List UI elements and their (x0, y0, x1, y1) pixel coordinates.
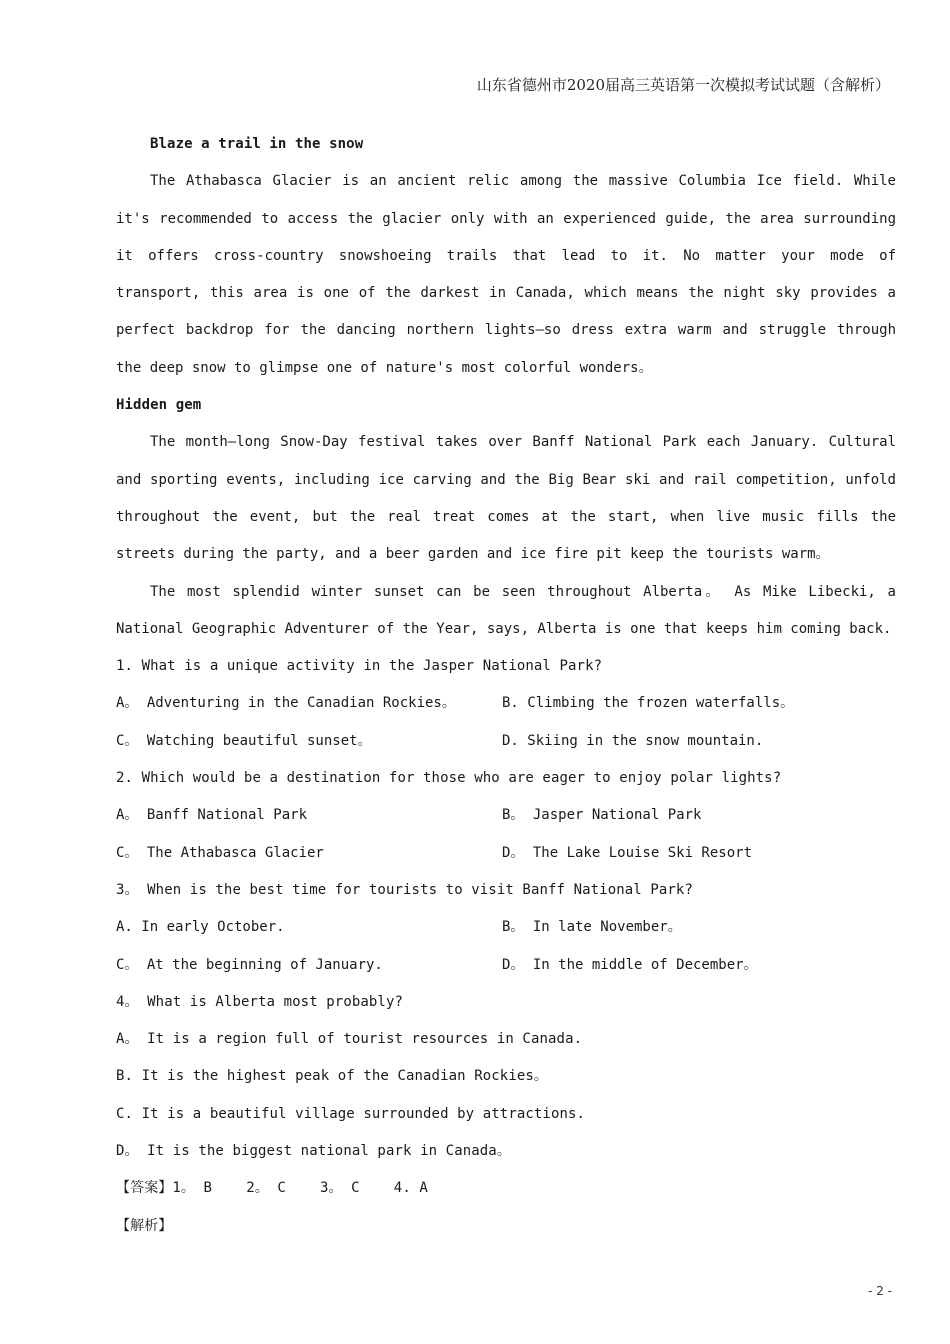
option-b: B。 In late November。 (502, 919, 682, 936)
section-title-hidden-gem: Hidden gem (116, 397, 202, 414)
option-c: C. It is a beautiful village surrounded by attractions. (116, 1105, 586, 1122)
paragraph-blaze: The Athabasca Glacier is an ancient relic among the massive Columbia Ice field. While it's recommended to access the glacier only with an experienced guide, the area surrounding it offers cross-country snowshoeing trails that lead to it. No matter your mode of transport, this area is one of the darkest in Canada, which means the night sky provides a perfect backdrop for the dancing northern lights—so dress extra warm and struggle through the deep snow to glimpse one of nature's most colorful wonders。 (116, 173, 896, 376)
option-a: A. In early October. (116, 919, 285, 936)
option-c: C。 At the beginning of January. (116, 956, 383, 973)
option-b: B. It is the highest peak of the Canadian Rockies。 (116, 1068, 549, 1085)
question-2 (116, 760, 896, 872)
option-b: B。 Jasper National Park (502, 807, 702, 824)
option-c: C。 The Athabasca Glacier (116, 844, 324, 861)
option-d: D。 It is the biggest national park in Canada。 (116, 1143, 511, 1160)
option-b: B. Climbing the frozen waterfalls。 (502, 695, 795, 712)
page-number: - 2 - (868, 1284, 892, 1298)
option-a: A。 It is a region full of tourist resources in Canada. (116, 1031, 583, 1048)
paragraph-hidden-gem: The month—long Snow-Day festival takes over Banff National Park each January. Cultural and sporting events, including ice carving and the Big Bear ski and rail competition, unfold throughout the event, but the real treat comes at the start, when live music fills the streets during the party, and a beer garden and ice fire pit keep the tourists warm。 (116, 434, 896, 563)
question-3 (116, 872, 896, 984)
question-1 (116, 648, 896, 760)
analysis-heading: 【解析】 (116, 1217, 173, 1234)
answer-key: 【答案】1。 B 2。 C 3。 C 4. A (116, 1180, 428, 1197)
option-d: D。 In the middle of December。 (502, 956, 758, 973)
question-text: 1. What is a unique activity in the Jasper National Park? (116, 658, 603, 675)
section-title-blaze: Blaze a trail in the snow (150, 136, 364, 152)
option-c: C。 Watching beautiful sunset。 (116, 732, 372, 749)
document-header: 山东省德州市2020届高三英语第一次模拟考试试题（含解析） (476, 76, 890, 94)
option-d: D. Skiing in the snow mountain. (502, 732, 764, 749)
option-a: A。 Banff National Park (116, 807, 308, 824)
question-text: 4。 What is Alberta most probably? (116, 993, 404, 1010)
question-4 (116, 984, 896, 1170)
option-a: A。 Adventuring in the Canadian Rockies。 (116, 695, 456, 712)
paragraph-sunset: The most splendid winter sunset can be seen throughout Alberta。 As Mike Libecki, a National Geographic Adventurer of the Year, says, Alberta is one that keeps him coming back. (116, 583, 896, 637)
option-d: D。 The Lake Louise Ski Resort (502, 844, 753, 861)
page-content (116, 126, 896, 1245)
question-text: 2. Which would be a destination for those who are eager to enjoy polar lights? (116, 770, 782, 787)
question-text: 3。 When is the best time for tourists to visit Banff National Park? (116, 881, 693, 898)
